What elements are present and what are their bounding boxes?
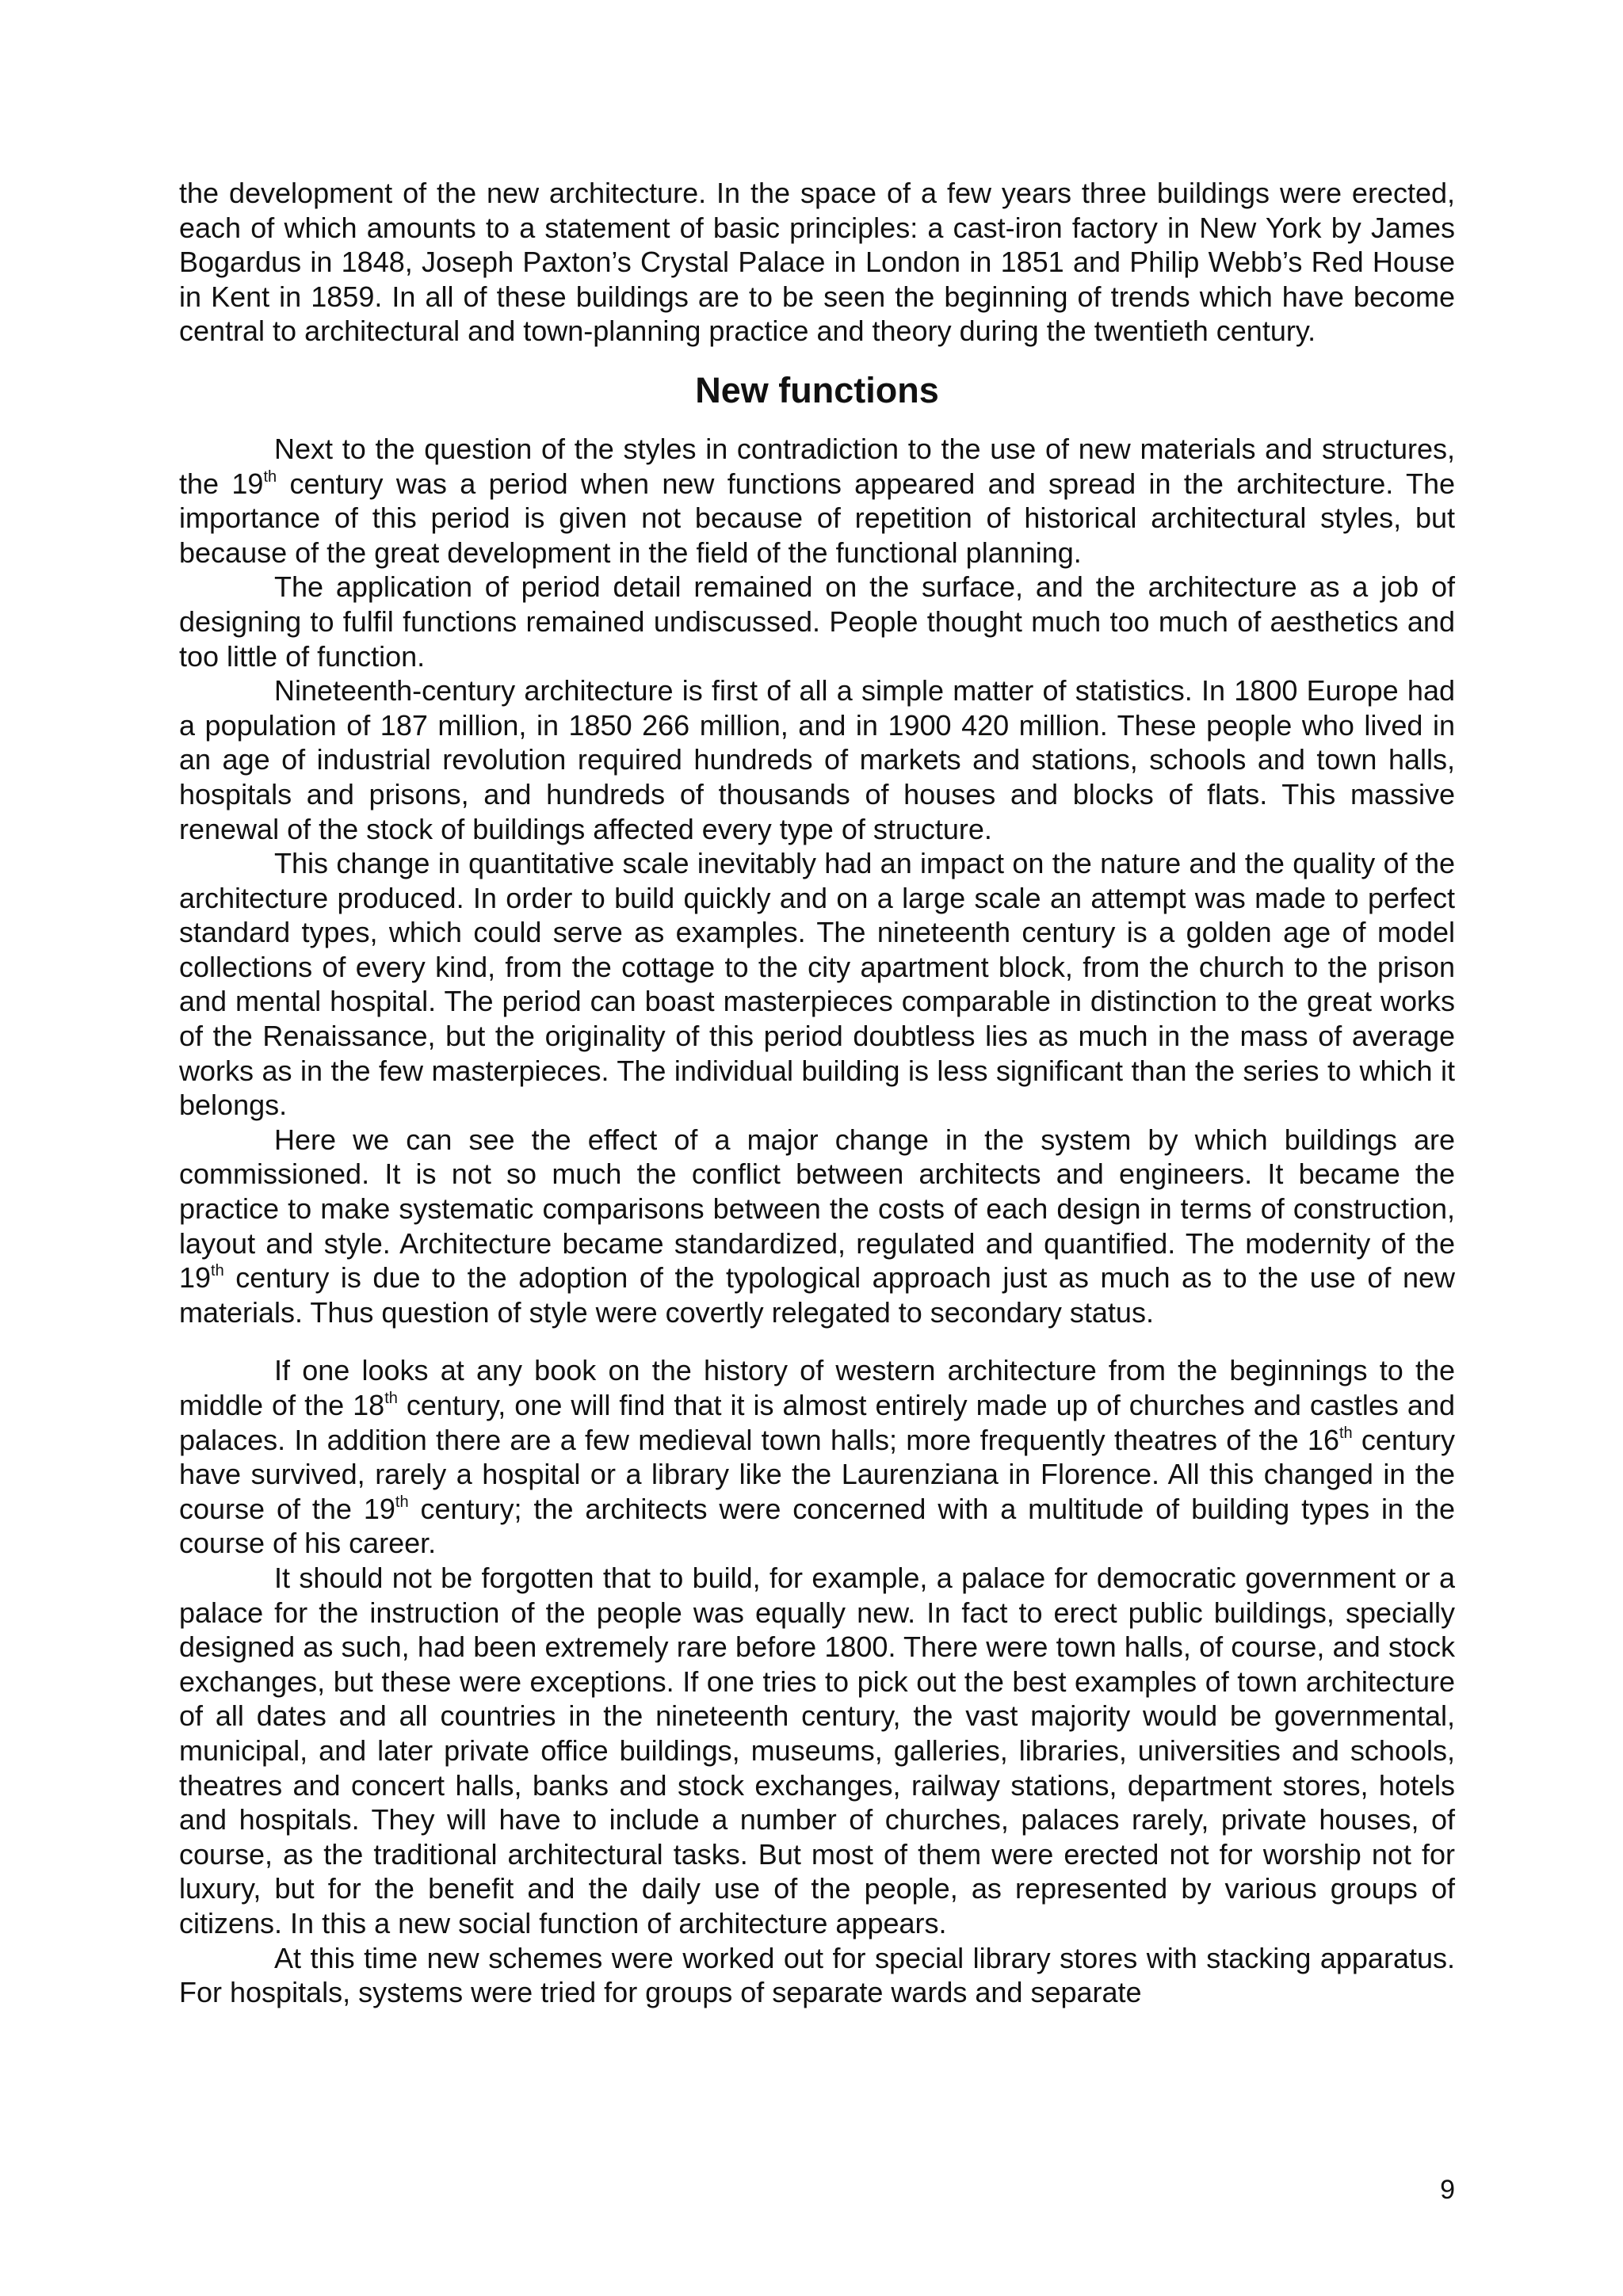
paragraph-text: Here we can see the effect of a major change in the system by which buildings are commissioned. It is not so much the conflict between architects and engineers. It became the practice to make systematic comparisons between the costs of each design in terms of construction, layout and style. Architecture became standardized, regulated and quantified. The modernity of the 19 [179,1123,1455,1295]
paragraph-text: century is due to the adoption of the typological approach just as much as to the use of new materials. Thus question of style were covertly relegated to secondary status. [179,1261,1455,1329]
paragraph-text: century have survived, rarely a hospital or a library like the Laurenziana in Florence. All this changed in the course of the 19 [179,1423,1455,1525]
paragraph-library-hospital: At this time new schemes were worked out for special library stores with stacking apparatus. For hospitals, systems were tried for groups of separate wards and separate [179,1941,1455,2009]
superscript: th [211,1262,224,1280]
paragraph-new-functions [179,432,1455,570]
superscript: th [1338,1424,1353,1442]
document-page [179,176,1455,2010]
superscript: th [395,1493,409,1511]
section-heading: New functions [695,369,939,410]
superscript: th [384,1390,398,1407]
superscript: th [263,467,277,486]
paragraph-text: If one looks at any book on the history of western architecture from the beginnings to the middle of the 18 [179,1354,1455,1421]
paragraph-history-book [179,1353,1455,1561]
paragraph-text: Next to the question of the styles in contradiction to the use of new materials and structures, the 19 [179,432,1455,500]
paragraph-text: century was a period when new functions appeared and spread in the architecture. The importance of this period is given not because of repetition of historical architectural styles, but because of the great development in the field of the functional planning. [179,467,1456,569]
intro-paragraph: the development of the new architecture. In the space of a few years three buildings were erected, each of which amounts to a statement of basic principles: a cast-iron factory in New York by James Bogardus in 1848, Joseph Paxton’s Crystal Palace in London in 1851 and Philip Webb’s Red House in Kent in 1859. In all of these buildings are to be seen the beginning of trends which have become central to architectural and town-planning practice and theory during the twentieth century. [179,177,1455,348]
paragraph-quantitative-scale: This change in quantitative scale inevitably had an impact on the nature and the quality of the architecture produced. In order to build quickly and on a large scale an attempt was made to perfect standard types, which could serve as examples. The nineteenth century is a golden age of model collections of every kind, from the cottage to the city apartment block, from the church to the prison and mental hospital. The period can boast masterpieces comparable in distinction to the great works of the Renaissance, but the originality of this period doubtless lies as much in the mass of average works as in the few masterpieces. The individual building is less significant than the series to which it belongs. [179,847,1455,1122]
paragraph-period-detail: The application of period detail remained on the surface, and the architecture as a job of designing to fulfil functions remained undiscussed. People thought much too much of aesthetics and too little of function. [179,570,1455,673]
paragraph-text: century, one will find that it is almost entirely made up of churches and castles and palaces. In addition there are a few medieval town halls; more frequently theatres of the 16 [179,1389,1455,1456]
page-number: 9 [1440,2175,1455,2205]
paragraph-gap [179,1329,1455,1353]
paragraph-statistics: Nineteenth-century architecture is first of all a simple matter of statistics. In 1800 Europe had a population of 187 million, in 1850 266 million, and in 1900 420 million. These people who lived in an age of industrial revolution required hundreds of markets and stations, schools and town halls, hospitals and prisons, and hundreds of thousands of houses and blocks of flats. This massive renewal of the stock of buildings affected every type of structure. [179,674,1455,845]
paragraph-commissioning-system [179,1123,1455,1330]
paragraph-text: century; the architects were concerned with a multitude of building types in the course of his career. [179,1492,1455,1560]
paragraph-public-buildings: It should not be forgotten that to build, for example, a palace for democratic government or a palace for the instruction of the people was equally new. In fact to erect public buildings, specially designed as such, had been extremely rare before 1800. There were town halls, of course, and stock exchanges, but these were exceptions. If one tries to pick out the best examples of town architecture of all dates and all countries in the nineteenth century, the vast majority would be governmental, municipal, and later private office buildings, museums, galleries, libraries, universities and schools, theatres and concert halls, banks and stock exchanges, railway stations, department stores, hotels and hospitals. They will have to include a number of churches, palaces rarely, private houses, of course, as the traditional architectural tasks. But most of them were erected not for worship not for luxury, but for the benefit and the daily use of the people, as represented by various groups of citizens. In this a new social function of architecture appears. [179,1561,1455,1939]
